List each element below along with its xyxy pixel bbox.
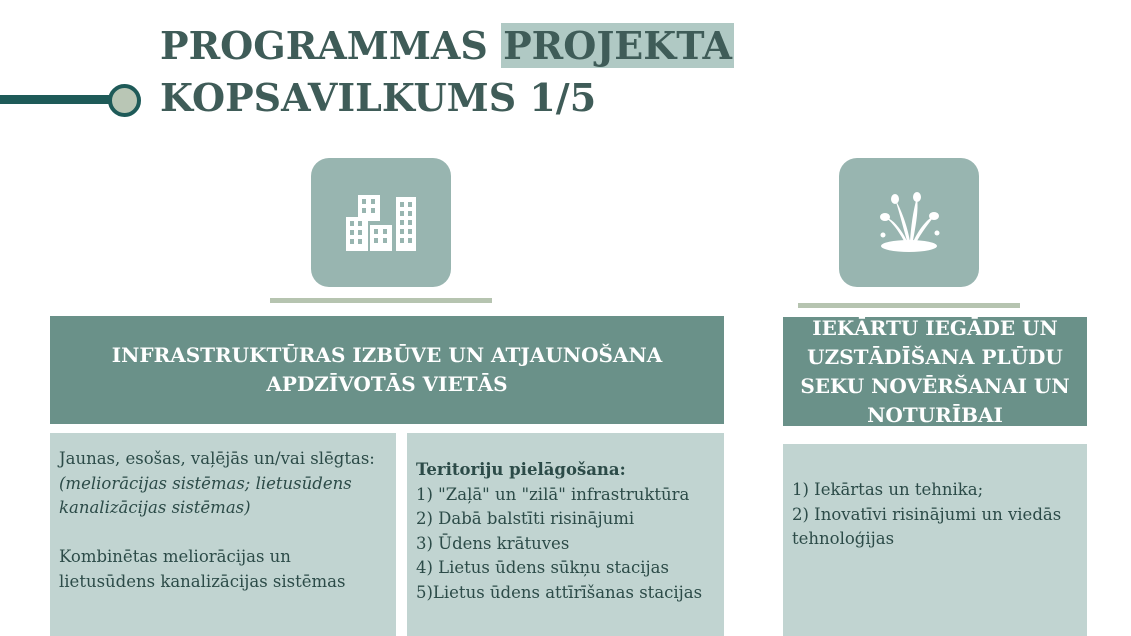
list-item: 1) "Zaļā" un "zilā" infrastruktūra bbox=[416, 484, 690, 504]
equipment-header bbox=[783, 317, 1087, 426]
timeline-line bbox=[0, 95, 115, 104]
column1-underline bbox=[270, 298, 492, 303]
list-item: 5)Lietus ūdens attīrīšanas stacijas bbox=[416, 582, 703, 602]
panel-text-line: Kombinētas meliorācijas un bbox=[59, 547, 291, 566]
equipment-header-text: IEKĀRTU IEGĀDE UN UZSTĀDĪŠANA PLŪDU SEKU NOVĒRŠANAI UN NOTURĪBAI bbox=[800, 315, 1070, 427]
panel-text-italic: (meliorācijas sistēmas; lietusūdens bbox=[59, 473, 352, 493]
title-line1 bbox=[160, 23, 734, 68]
panel-heading: Teritoriju pielāgošana: bbox=[416, 460, 626, 479]
list-item: tehnoloģijas bbox=[792, 529, 895, 548]
list-item: 1) Iekārtas un tehnika; bbox=[792, 480, 984, 499]
equipment-panel bbox=[783, 444, 1087, 636]
buildings-icon bbox=[344, 193, 418, 253]
panel-text-line: lietusūdens kanalizācijas sistēmas bbox=[59, 571, 346, 591]
drainage-systems-panel bbox=[50, 433, 396, 636]
list-item: 4) Lietus ūdens sūkņu stacijas bbox=[416, 558, 669, 577]
infrastructure-header-text: INFRASTRUKTŪRAS IZBŪVE UN ATJAUNOŠANA APDZĪVOTĀS VIETĀS bbox=[111, 343, 663, 396]
panel-text-line: Jaunas, esošas, vaļējās un/vai slēgtas: bbox=[59, 449, 375, 468]
title-highlight: PROJEKTA bbox=[503, 23, 732, 68]
infrastructure-header bbox=[50, 316, 724, 424]
column2-underline bbox=[798, 303, 1020, 308]
timeline-dot bbox=[108, 84, 141, 117]
title-part1: PROGRAMMAS bbox=[160, 23, 502, 68]
buildings-tile bbox=[311, 158, 451, 287]
title-line2: KOPSAVILKUMS 1/5 bbox=[160, 75, 597, 120]
territory-adaptation-panel bbox=[407, 433, 724, 636]
page-title bbox=[160, 20, 734, 124]
list-item: 2) Dabā balstīti risinājumi bbox=[416, 509, 635, 528]
panel-text-italic: kanalizācijas sistēmas) bbox=[59, 498, 251, 517]
list-item: 3) Ūdens krātuves bbox=[416, 533, 570, 553]
water-splash-icon bbox=[877, 191, 941, 255]
splash-tile bbox=[839, 158, 979, 287]
list-item: 2) Inovatīvi risinājumi un viedās bbox=[792, 504, 1062, 524]
